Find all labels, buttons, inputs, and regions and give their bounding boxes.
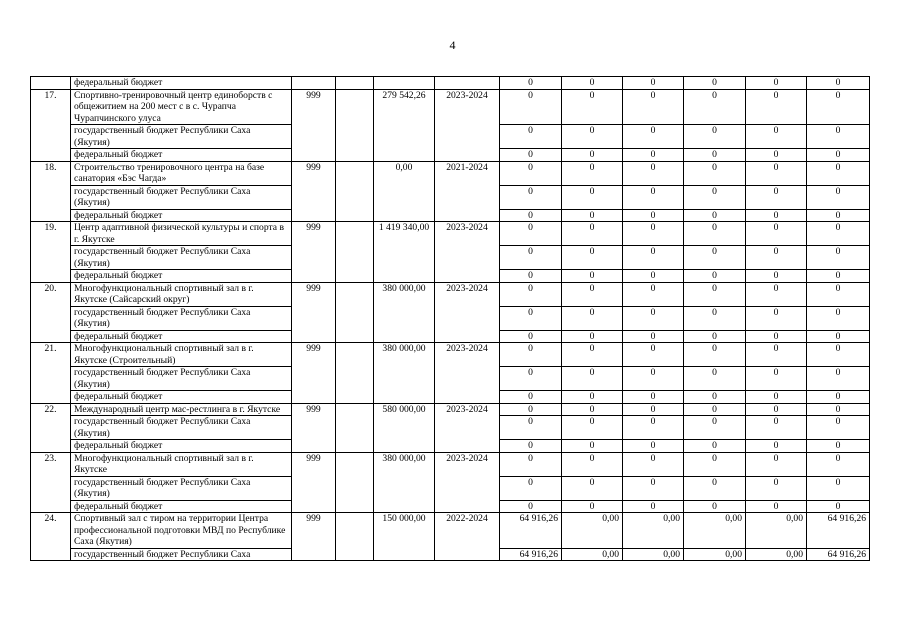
value-cell: 0 xyxy=(807,306,870,330)
funding-source: федеральный бюджет xyxy=(71,330,292,343)
object-cost: 279 542,26 xyxy=(374,89,435,161)
value-cell: 0 xyxy=(746,270,807,283)
row-number: 24. xyxy=(31,513,71,561)
object-cost: 0,00 xyxy=(374,161,435,222)
value-cell: 0 xyxy=(500,246,562,270)
value-cell: 0 xyxy=(500,416,562,440)
value-cell: 0 xyxy=(562,500,623,513)
value-cell: 0,00 xyxy=(684,513,746,549)
funding-source: государственный бюджет Республики Саха (Якутия) xyxy=(71,367,292,391)
value-cell: 0 xyxy=(562,330,623,343)
funding-source: федеральный бюджет xyxy=(71,209,292,222)
value-cell: 0 xyxy=(746,125,807,149)
value-cell: 0 xyxy=(807,149,870,162)
value-cell: 0 xyxy=(684,246,746,270)
table-row xyxy=(31,452,870,476)
object-name: Многофункциональный спортивный зал в г. Якутске (Сайсарский округ) xyxy=(71,282,292,306)
value-cell: 64 916,26 xyxy=(807,548,870,561)
value-cell: 64 916,26 xyxy=(500,548,562,561)
value-cell: 0 xyxy=(623,89,684,125)
value-cell: 0 xyxy=(562,89,623,125)
empty-cell xyxy=(336,452,374,513)
value-cell: 0 xyxy=(623,440,684,453)
value-cell: 0 xyxy=(562,416,623,440)
value-cell: 0 xyxy=(807,185,870,209)
value-cell: 0 xyxy=(562,440,623,453)
empty-cell xyxy=(336,222,374,283)
value-cell: 0 xyxy=(562,222,623,246)
row-number: 21. xyxy=(31,343,71,404)
row-number: 18. xyxy=(31,161,71,222)
value-cell: 0 xyxy=(500,367,562,391)
value-cell: 0 xyxy=(623,246,684,270)
value-cell: 0 xyxy=(623,161,684,185)
table-row xyxy=(31,343,870,367)
value-cell: 64 916,26 xyxy=(500,513,562,549)
value-cell: 0 xyxy=(562,246,623,270)
value-cell: 0 xyxy=(807,77,870,90)
row-number: 20. xyxy=(31,282,71,343)
value-cell: 0 xyxy=(684,403,746,416)
value-cell: 0 xyxy=(623,270,684,283)
value-cell: 0 xyxy=(807,367,870,391)
object-name: Многофункциональный спортивный зал в г. Якутске xyxy=(71,452,292,476)
value-cell: 0 xyxy=(623,77,684,90)
value-cell: 0 xyxy=(562,391,623,404)
value-cell: 0 xyxy=(746,161,807,185)
object-name: Спортивный зал с тиром на территории Центра профессиональной подготовки МВД по Республике Саха (Якутия) xyxy=(71,513,292,549)
value-cell: 0 xyxy=(500,476,562,500)
value-cell: 0 xyxy=(562,125,623,149)
value-cell: 0 xyxy=(746,246,807,270)
value-cell: 0 xyxy=(807,246,870,270)
value-cell: 0 xyxy=(807,89,870,125)
value-cell: 0 xyxy=(623,149,684,162)
value-cell: 0,00 xyxy=(562,513,623,549)
value-cell: 0 xyxy=(500,440,562,453)
funding-source: федеральный бюджет xyxy=(71,391,292,404)
object-code: 999 xyxy=(292,222,336,283)
value-cell: 0 xyxy=(623,367,684,391)
value-cell: 0 xyxy=(807,161,870,185)
value-cell: 0 xyxy=(500,500,562,513)
value-cell: 0 xyxy=(746,391,807,404)
value-cell: 0 xyxy=(623,416,684,440)
value-cell: 0 xyxy=(746,77,807,90)
value-cell: 0 xyxy=(807,330,870,343)
value-cell: 0 xyxy=(746,476,807,500)
value-cell: 0 xyxy=(623,209,684,222)
empty-cell xyxy=(336,161,374,222)
object-code: 999 xyxy=(292,89,336,161)
object-period: 2023-2024 xyxy=(435,452,500,513)
value-cell: 0 xyxy=(623,500,684,513)
object-code: 999 xyxy=(292,513,336,561)
value-cell: 0 xyxy=(807,282,870,306)
value-cell: 0 xyxy=(500,89,562,125)
value-cell: 0 xyxy=(746,367,807,391)
value-cell: 0 xyxy=(746,500,807,513)
funding-source: федеральный бюджет xyxy=(71,270,292,283)
object-period: 2023-2024 xyxy=(435,222,500,283)
object-cost: 380 000,00 xyxy=(374,452,435,513)
value-cell: 0 xyxy=(684,222,746,246)
empty-cell xyxy=(336,513,374,561)
value-cell: 0 xyxy=(623,403,684,416)
value-cell: 0,00 xyxy=(746,513,807,549)
value-cell: 0 xyxy=(807,440,870,453)
object-code: 999 xyxy=(292,403,336,452)
value-cell: 0 xyxy=(807,125,870,149)
value-cell: 0 xyxy=(562,185,623,209)
value-cell: 0 xyxy=(500,403,562,416)
value-cell: 0 xyxy=(500,306,562,330)
value-cell: 0 xyxy=(807,500,870,513)
value-cell: 0 xyxy=(684,149,746,162)
value-cell: 0 xyxy=(684,391,746,404)
value-cell: 0 xyxy=(623,222,684,246)
object-name: Спортивно-тренировочный центр единоборств с общежитием на 200 мест с в с. Чурапча Чурапчинского улуса xyxy=(71,89,292,125)
object-code: 999 xyxy=(292,452,336,513)
value-cell: 0 xyxy=(746,452,807,476)
empty-cell xyxy=(336,282,374,343)
value-cell: 0 xyxy=(684,125,746,149)
value-cell: 0 xyxy=(684,452,746,476)
value-cell: 0 xyxy=(500,209,562,222)
table-body xyxy=(31,77,870,561)
value-cell: 0 xyxy=(500,149,562,162)
value-cell: 0 xyxy=(746,403,807,416)
value-cell: 0 xyxy=(746,222,807,246)
funding-source: федеральный бюджет xyxy=(71,149,292,162)
funding-source: государственный бюджет Республики Саха xyxy=(71,548,292,561)
object-code: 999 xyxy=(292,282,336,343)
value-cell: 0 xyxy=(500,125,562,149)
investment-table xyxy=(30,76,870,561)
value-cell: 0 xyxy=(562,452,623,476)
object-period: 2023-2024 xyxy=(435,282,500,343)
value-cell: 0 xyxy=(807,416,870,440)
value-cell: 0 xyxy=(684,330,746,343)
row-number: 22. xyxy=(31,403,71,452)
empty-cell xyxy=(336,343,374,404)
value-cell: 0 xyxy=(807,270,870,283)
table-row xyxy=(31,282,870,306)
value-cell: 0 xyxy=(746,343,807,367)
value-cell: 0 xyxy=(500,77,562,90)
table-row xyxy=(31,222,870,246)
object-period: 2022-2024 xyxy=(435,513,500,561)
value-cell: 0 xyxy=(746,416,807,440)
value-cell: 64 916,26 xyxy=(807,513,870,549)
value-cell: 0,00 xyxy=(623,513,684,549)
funding-source: федеральный бюджет xyxy=(71,77,292,90)
value-cell: 0 xyxy=(562,476,623,500)
value-cell: 0 xyxy=(623,282,684,306)
object-period: 2023-2024 xyxy=(435,343,500,404)
value-cell: 0 xyxy=(684,270,746,283)
value-cell: 0 xyxy=(562,282,623,306)
value-cell: 0 xyxy=(562,149,623,162)
value-cell: 0 xyxy=(500,330,562,343)
value-cell: 0 xyxy=(684,185,746,209)
value-cell: 0 xyxy=(746,209,807,222)
empty-cell xyxy=(336,77,374,90)
value-cell: 0 xyxy=(562,77,623,90)
table-row xyxy=(31,513,870,549)
value-cell: 0 xyxy=(746,306,807,330)
value-cell: 0 xyxy=(746,149,807,162)
object-cost: 580 000,00 xyxy=(374,403,435,452)
value-cell: 0 xyxy=(684,209,746,222)
object-name: Центр адаптивной физической культуры и спорта в г. Якутске xyxy=(71,222,292,246)
value-cell: 0,00 xyxy=(684,548,746,561)
row-number: 19. xyxy=(31,222,71,283)
value-cell: 0 xyxy=(807,209,870,222)
value-cell: 0 xyxy=(562,367,623,391)
value-cell: 0 xyxy=(562,209,623,222)
table-row xyxy=(31,89,870,125)
value-cell: 0 xyxy=(623,185,684,209)
period-cell xyxy=(435,77,500,90)
value-cell: 0 xyxy=(807,343,870,367)
value-cell: 0 xyxy=(684,77,746,90)
value-cell: 0 xyxy=(746,282,807,306)
value-cell: 0 xyxy=(684,161,746,185)
value-cell: 0 xyxy=(684,416,746,440)
value-cell: 0,00 xyxy=(746,548,807,561)
value-cell: 0 xyxy=(684,89,746,125)
object-name: Международный центр мас-рестлинга в г. Якутске xyxy=(71,403,292,416)
value-cell: 0 xyxy=(623,391,684,404)
cost-cell xyxy=(374,77,435,90)
value-cell: 0,00 xyxy=(562,548,623,561)
value-cell: 0 xyxy=(623,306,684,330)
code-cell xyxy=(292,77,336,90)
value-cell: 0 xyxy=(623,476,684,500)
value-cell: 0 xyxy=(746,89,807,125)
value-cell: 0 xyxy=(684,440,746,453)
value-cell: 0 xyxy=(807,222,870,246)
funding-source: государственный бюджет Республики Саха (Якутия) xyxy=(71,306,292,330)
value-cell: 0 xyxy=(500,282,562,306)
object-cost: 1 419 340,00 xyxy=(374,222,435,283)
object-cost: 150 000,00 xyxy=(374,513,435,561)
row-number: 23. xyxy=(31,452,71,513)
funding-source: государственный бюджет Республики Саха (Якутия) xyxy=(71,246,292,270)
funding-source: федеральный бюджет xyxy=(71,440,292,453)
empty-cell xyxy=(336,403,374,452)
value-cell: 0 xyxy=(807,476,870,500)
value-cell: 0 xyxy=(500,185,562,209)
object-code: 999 xyxy=(292,161,336,222)
value-cell: 0 xyxy=(746,185,807,209)
object-code: 999 xyxy=(292,343,336,404)
object-period: 2023-2024 xyxy=(435,89,500,161)
table-row xyxy=(31,77,870,90)
value-cell: 0 xyxy=(623,330,684,343)
object-period: 2023-2024 xyxy=(435,403,500,452)
value-cell: 0 xyxy=(500,452,562,476)
value-cell: 0 xyxy=(562,403,623,416)
value-cell: 0 xyxy=(684,306,746,330)
value-cell: 0 xyxy=(746,440,807,453)
object-cost: 380 000,00 xyxy=(374,343,435,404)
value-cell: 0 xyxy=(807,403,870,416)
row-number-cell xyxy=(31,77,71,90)
table-row xyxy=(31,403,870,416)
row-number: 17. xyxy=(31,89,71,161)
object-cost: 380 000,00 xyxy=(374,282,435,343)
value-cell: 0 xyxy=(684,367,746,391)
funding-source: государственный бюджет Республики Саха (Якутия) xyxy=(71,476,292,500)
empty-cell xyxy=(336,89,374,161)
value-cell: 0 xyxy=(562,343,623,367)
value-cell: 0 xyxy=(562,161,623,185)
value-cell: 0 xyxy=(746,330,807,343)
value-cell: 0 xyxy=(500,270,562,283)
value-cell: 0 xyxy=(500,161,562,185)
page-number: 4 xyxy=(449,38,456,52)
value-cell: 0 xyxy=(684,476,746,500)
object-name: Многофункциональный спортивный зал в г. Якутске (Строительный) xyxy=(71,343,292,367)
value-cell: 0 xyxy=(684,343,746,367)
table-row xyxy=(31,161,870,185)
object-name: Строительство тренировочного центра на базе санатория «Бэс Чагда» xyxy=(71,161,292,185)
value-cell: 0,00 xyxy=(623,548,684,561)
value-cell: 0 xyxy=(807,391,870,404)
funding-source: государственный бюджет Республики Саха (Якутия) xyxy=(71,185,292,209)
funding-source: федеральный бюджет xyxy=(71,500,292,513)
value-cell: 0 xyxy=(562,306,623,330)
value-cell: 0 xyxy=(500,391,562,404)
value-cell: 0 xyxy=(500,343,562,367)
object-period: 2021-2024 xyxy=(435,161,500,222)
funding-source: государственный бюджет Республики Саха (Якутия) xyxy=(71,125,292,149)
value-cell: 0 xyxy=(623,452,684,476)
value-cell: 0 xyxy=(623,125,684,149)
funding-source: государственный бюджет Республики Саха (Якутия) xyxy=(71,416,292,440)
value-cell: 0 xyxy=(807,452,870,476)
value-cell: 0 xyxy=(500,222,562,246)
value-cell: 0 xyxy=(562,270,623,283)
value-cell: 0 xyxy=(623,343,684,367)
value-cell: 0 xyxy=(684,500,746,513)
value-cell: 0 xyxy=(684,282,746,306)
